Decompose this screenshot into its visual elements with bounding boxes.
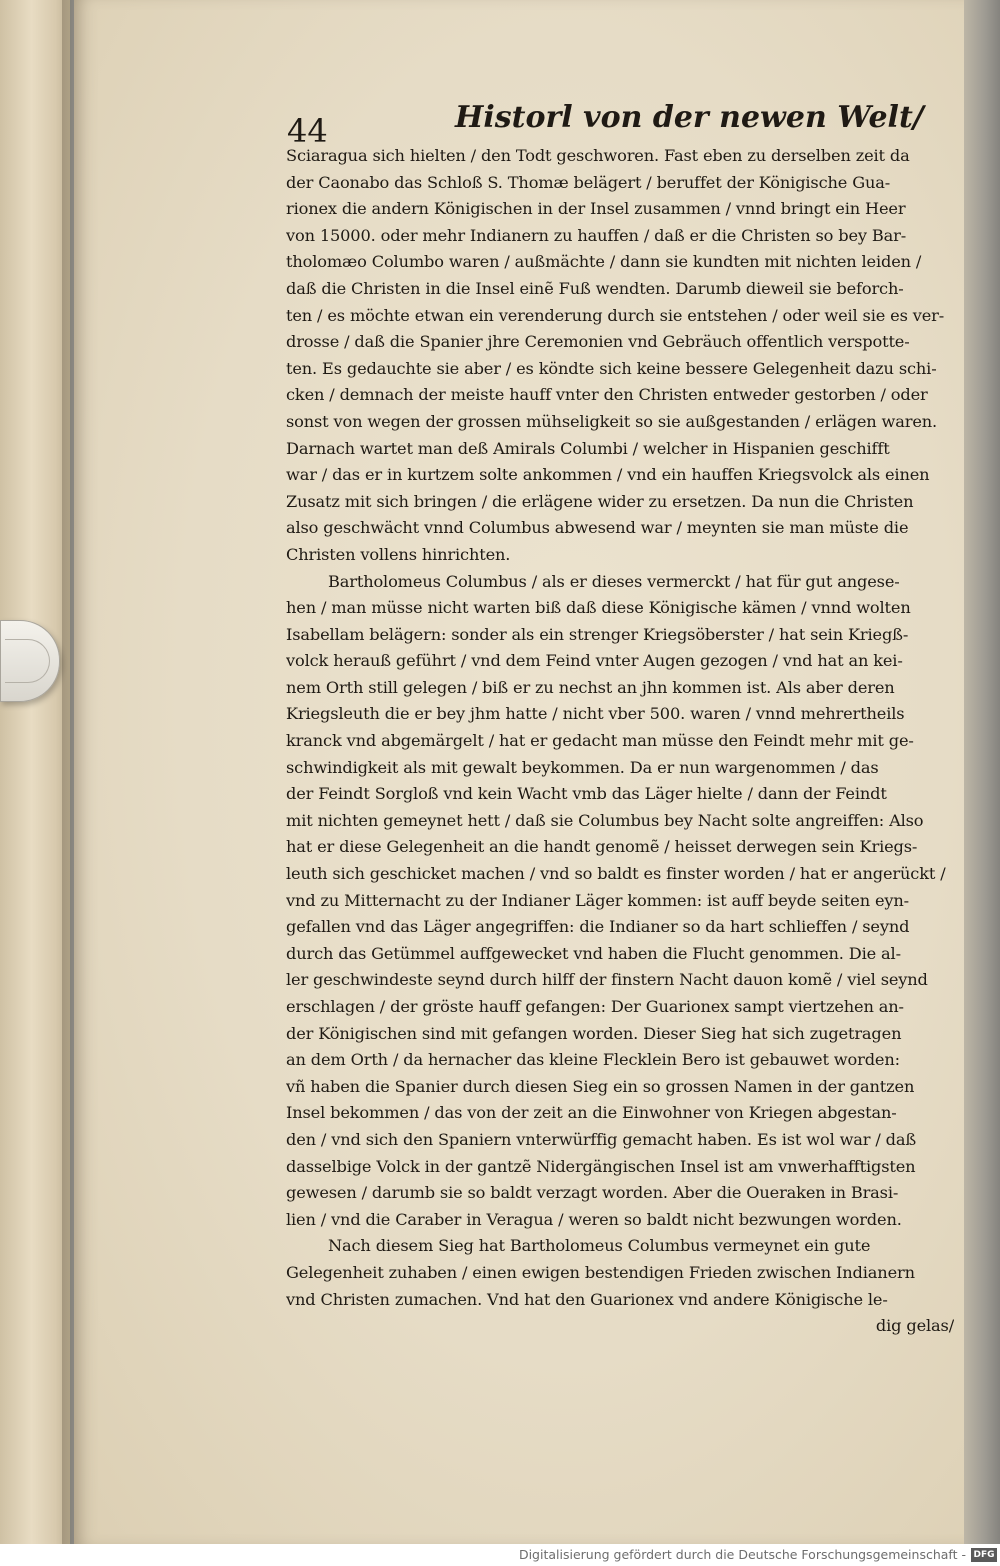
text-line: leuth sich geschicket machen / vnd so baldt es finster worden / hat er angerückt / <box>286 864 946 884</box>
text-line: rionex die andern Königischen in der Insel zusammen / vnnd bringt ein Heer <box>286 199 906 219</box>
running-head: Historl von der newen Welt/ <box>455 100 924 135</box>
text-line: dasselbige Volck in der gantzẽ Nidergängischen Insel ist am vnwerhafftigsten <box>286 1156 916 1176</box>
text-line: daß die Christen in die Insel einẽ Fuß wendten. Darumb dieweil sie beforch- <box>286 278 904 298</box>
text-line: war / das er in kurtzem solte ankommen / vnd ein hauffen Kriegsvolck als einen <box>286 465 930 485</box>
text-line: schwindigkeit als mit gewalt beykommen. Da er nun wargenommen / das <box>286 757 879 777</box>
text-line: Sciaragua sich hielten / den Todt geschworen. Fast eben zu derselben zeit da <box>286 146 910 165</box>
text-line: ten. Es gedauchte sie aber / es köndte sich keine bessere Gelegenheit dazu schi- <box>286 358 937 378</box>
page-clip-loop <box>5 639 50 683</box>
text-line: also geschwächt vnnd Columbus abwesend war / meynten sie man müste die <box>286 518 909 538</box>
text-line: Christen vollens hinrichten. <box>286 544 511 564</box>
text-line: tholomæo Columbo waren / außmächte / dann sie kundten mit nichten leiden / <box>286 252 922 272</box>
text-line: cken / demnach der meiste hauff vnter den Christen entweder gestorben / oder <box>286 385 928 405</box>
digitization-footer <box>0 1544 1000 1566</box>
facing-page-edge <box>0 0 70 1566</box>
text-line: lien / vnd die Caraber in Veragua / weren so baldt nicht bezwungen worden. <box>286 1209 902 1229</box>
text-line: Kriegsleuth die er bey jhm hatte / nicht vber 500. waren / vnnd mehrertheils <box>286 704 905 724</box>
text-line: sonst von wegen der grossen mühseligkeit so sie außgestanden / erlägen waren. <box>286 411 938 431</box>
text-line: ten / es möchte etwan ein verenderung durch sie entstehen / oder weil sie es ver- <box>286 305 945 325</box>
text-line: der Caonabo das Schloß S. Thomæ belägert / beruffet der Königische Gua- <box>286 172 891 192</box>
text-line: Zusatz mit sich bringen / die erlägene wider zu ersetzen. Da nun die Christen <box>286 491 914 511</box>
text-line: mit nichten gemeynet hett / daß sie Columbus bey Nacht solte angreiffen: Also <box>286 810 924 830</box>
paragraph-start-line: Nach diesem Sieg hat Bartholomeus Columbus vermeynet ein gute <box>328 1236 871 1256</box>
text-line: gewesen / darumb sie so baldt verzagt worden. Aber die Oueraken in Brasi- <box>286 1183 899 1203</box>
text-line: hat er diese Gelegenheit an die handt genomẽ / heisset derwegen sein Kriegs- <box>286 837 918 857</box>
text-line: Isabellam belägern: sonder als ein strenger Kriegsöberster / hat sein Kriegß- <box>286 624 909 644</box>
text-line: Darnach wartet man deß Amirals Columbi / welcher in Hispanien geschifft <box>286 438 890 458</box>
text-line: nem Orth still gelegen / biß er zu nechst an jhn kommen ist. Als aber deren <box>286 677 895 697</box>
text-line: hen / man müsse nicht warten biß daß diese Königische kämen / vnnd wolten <box>286 598 911 618</box>
text-line: von 15000. oder mehr Indianern zu hauffen / daß er die Christen so bey Bar- <box>286 225 907 245</box>
funding-notice: Digitalisierung gefördert durch die Deutsche Forschungsgemeinschaft - <box>518 1547 966 1562</box>
text-line: durch das Getümmel auffgewecket vnd haben die Flucht genommen. Die al- <box>286 943 901 963</box>
text-line: vñ haben die Spanier durch diesen Sieg ein so grossen Namen in der gantzen <box>286 1076 915 1096</box>
paragraph-start-line: Bartholomeus Columbus / als er dieses vermerckt / hat für gut angese- <box>328 571 900 591</box>
text-line: vnd zu Mitternacht zu der Indianer Läger kommen: ist auff beyde seiten eyn- <box>286 890 909 910</box>
text-line: der Königischen sind mit gefangen worden. Dieser Sieg hat sich zugetragen <box>286 1023 902 1043</box>
text-line: der Feindt Sorgloß vnd kein Wacht vmb das Läger hielte / dann der Feindt <box>286 784 887 804</box>
page-number: 44 <box>287 112 328 150</box>
body-text <box>286 143 954 1340</box>
dfg-logo-icon: DFG <box>971 1548 997 1562</box>
text-line: erschlagen / der gröste hauff gefangen: Der Guarionex sampt viertzehen an- <box>286 997 904 1016</box>
text-line: Gelegenheit zuhaben / einen ewigen bestendigen Frieden zwischen Indianern <box>286 1262 915 1282</box>
text-line: volck herauß geführt / vnd dem Feind vnter Augen gezogen / vnd hat an kei- <box>286 651 903 671</box>
text-line: den / vnd sich den Spaniern vnterwürffig gemacht haben. Es ist wol war / daß <box>286 1129 917 1149</box>
text-line: drosse / daß die Spanier jhre Ceremonien vnd Gebräuch offentlich verspotte- <box>286 332 910 352</box>
text-line: ler geschwindeste seynd durch hilff der finstern Nacht dauon komẽ / viel seynd <box>286 970 928 990</box>
catchword-line: dig gelas/ <box>875 1316 954 1336</box>
text-line: an dem Orth / da hernacher das kleine Flecklein Bero ist gebauwet worden: <box>286 1050 900 1070</box>
text-line: Insel bekommen / das von der zeit an die Einwohner von Kriegen abgestan- <box>286 1103 897 1123</box>
page-edge-right <box>964 0 1000 1544</box>
text-line: kranck vnd abgemärgelt / hat er gedacht man müsse den Feindt mehr mit ge- <box>286 731 914 751</box>
text-line: gefallen vnd das Läger angegriffen: die Indianer so da hart schlieffen / seynd <box>286 917 910 937</box>
text-line: vnd Christen zumachen. Vnd hat den Guarionex vnd andere Königische le- <box>286 1289 888 1309</box>
